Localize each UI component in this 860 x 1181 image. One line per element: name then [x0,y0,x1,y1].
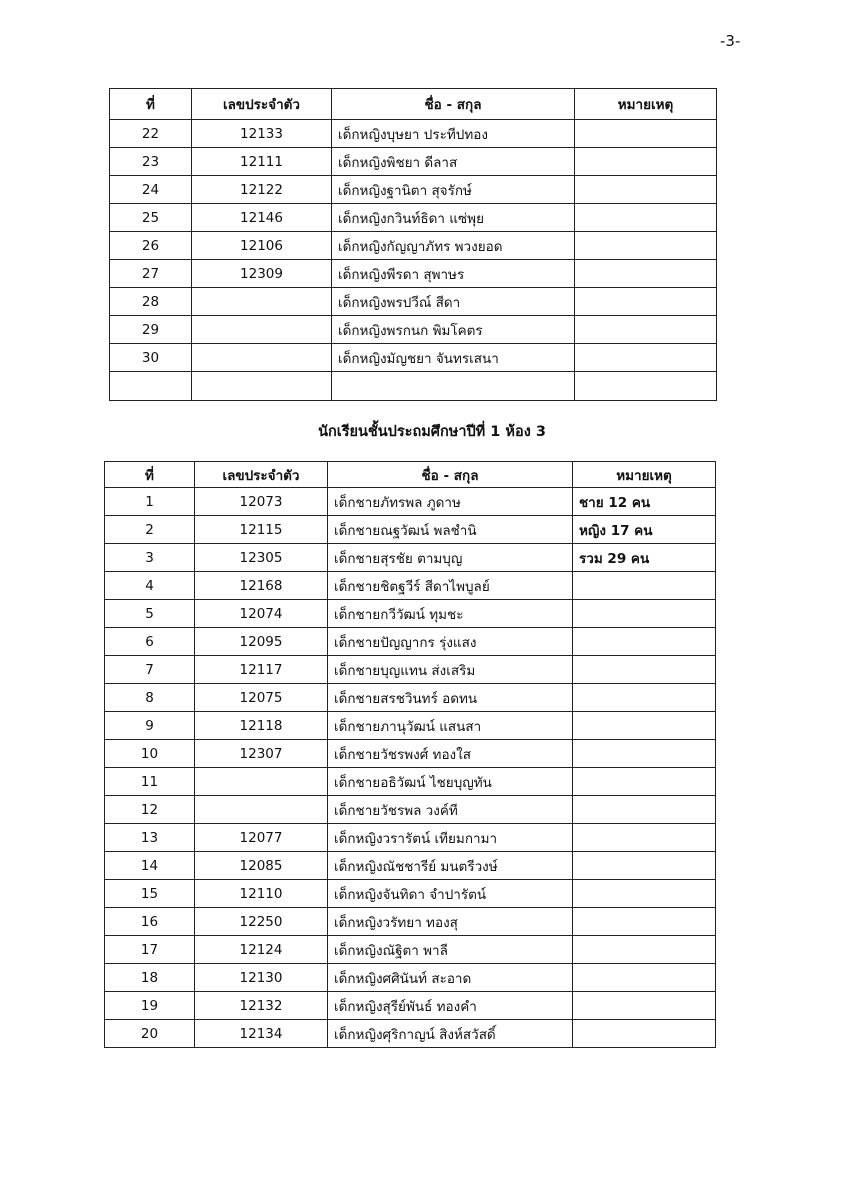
cell-name: เด็กชายภานุวัฒน์ แสนสา [328,712,573,740]
table-row [105,1020,716,1048]
table-row [105,964,716,992]
table-row [110,316,717,344]
cell-remark [575,120,717,148]
cell-number: 1 [105,488,195,516]
cell-student-id: 12309 [192,260,332,288]
cell-number: 16 [105,908,195,936]
cell-name: เด็กชายกวีวัฒน์ ทุมชะ [328,600,573,628]
cell-number: 20 [105,1020,195,1048]
cell-remark [575,232,717,260]
cell-remark [573,628,716,656]
cell-student-id: 12075 [195,684,328,712]
cell-remark [573,936,716,964]
cell-remark [573,796,716,824]
section-heading: นักเรียนชั้นประถมศึกษาปีที่ 1 ห้อง 3 [318,424,546,440]
cell-remark [573,1020,716,1048]
cell-student-id: 12077 [195,824,328,852]
cell-remark [573,712,716,740]
table-row [105,852,716,880]
table-row [105,628,716,656]
cell-number: 7 [105,656,195,684]
cell-number: 22 [110,120,192,148]
cell-remark [575,204,717,232]
cell-student-id: 12073 [195,488,328,516]
cell-remark [575,372,717,401]
cell-name: เด็กหญิงฐานิตา สุจรักษ์ [332,176,575,204]
cell-remark: หญิง 17 คน [573,516,716,544]
header-number: ที่ [110,89,192,120]
cell-name: เด็กชายภัทรพล ภูดาษ [328,488,573,516]
table-row [110,148,717,176]
table-header-row [110,89,717,120]
cell-number: 23 [110,148,192,176]
cell-name [332,372,575,401]
table-row [105,684,716,712]
table-row [105,656,716,684]
cell-student-id: 12115 [195,516,328,544]
cell-number: 29 [110,316,192,344]
cell-remark [573,908,716,936]
cell-student-id: 12074 [195,600,328,628]
cell-name: เด็กหญิงศุริกาญน์ สิงห์สวัสดิ์ [328,1020,573,1048]
cell-remark [573,824,716,852]
student-table-grade1-room3 [104,461,716,1048]
cell-student-id: 12124 [195,936,328,964]
cell-name: เด็กชายวัชรพงศ์ ทองใส [328,740,573,768]
cell-name: เด็กชายสรชวินทร์ อดทน [328,684,573,712]
student-table-continued [109,88,717,401]
cell-name: เด็กชายวัชรพล วงค์ที [328,796,573,824]
cell-name: เด็กหญิงพรกนก พิมโคตร [332,316,575,344]
cell-number: 15 [105,880,195,908]
cell-number: 8 [105,684,195,712]
cell-number: 27 [110,260,192,288]
cell-remark [573,572,716,600]
table-row [105,796,716,824]
table-row [105,740,716,768]
cell-number: 6 [105,628,195,656]
cell-name: เด็กหญิงณัฐิตา พาลี [328,936,573,964]
cell-remark: ชาย 12 คน [573,488,716,516]
cell-name: เด็กหญิงณัชชารีย์ มนตรีวงษ์ [328,852,573,880]
cell-number: 12 [105,796,195,824]
cell-student-id: 12117 [195,656,328,684]
cell-student-id [192,316,332,344]
cell-number: 9 [105,712,195,740]
cell-name: เด็กชายอธิวัฒน์ ไชยบุญทัน [328,768,573,796]
cell-remark [575,344,717,372]
cell-remark [573,684,716,712]
cell-number: 10 [105,740,195,768]
header-name: ชื่อ - สกุล [332,89,575,120]
cell-remark [573,880,716,908]
header-student-id: เลขประจำตัว [195,462,328,488]
table-row [105,488,716,516]
cell-remark: รวม 29 คน [573,544,716,572]
table-header-row [105,462,716,488]
table-row [105,824,716,852]
cell-remark [575,148,717,176]
table-row [110,120,717,148]
cell-remark [573,852,716,880]
cell-number: 14 [105,852,195,880]
cell-number: 26 [110,232,192,260]
cell-number: 18 [105,964,195,992]
cell-remark [575,260,717,288]
table-row [105,908,716,936]
cell-student-id: 12122 [192,176,332,204]
cell-number: 2 [105,516,195,544]
cell-number: 30 [110,344,192,372]
cell-student-id: 12305 [195,544,328,572]
table-row [110,344,717,372]
header-number: ที่ [105,462,195,488]
cell-name: เด็กหญิงพรปวีณ์ สีดา [332,288,575,316]
table-row [105,880,716,908]
cell-name: เด็กหญิงกัญญาภัทร พวงยอด [332,232,575,260]
header-student-id: เลขประจำตัว [192,89,332,120]
cell-name: เด็กหญิงมัญชยา จันทรเสนา [332,344,575,372]
cell-student-id: 12085 [195,852,328,880]
cell-number: 17 [105,936,195,964]
cell-student-id: 12133 [192,120,332,148]
cell-number: 24 [110,176,192,204]
cell-remark [573,656,716,684]
cell-student-id: 12307 [195,740,328,768]
cell-student-id [195,768,328,796]
table-row [110,232,717,260]
table-row [105,516,716,544]
cell-number: 3 [105,544,195,572]
table-row [105,712,716,740]
cell-number: 28 [110,288,192,316]
cell-name: เด็กชายปัญญากร รุ่งแสง [328,628,573,656]
cell-student-id: 12118 [195,712,328,740]
cell-remark [573,768,716,796]
cell-student-id: 12110 [195,880,328,908]
cell-number: 25 [110,204,192,232]
cell-student-id: 12146 [192,204,332,232]
cell-remark [573,964,716,992]
cell-remark [573,740,716,768]
page-number: -3- [720,32,741,50]
cell-student-id [192,344,332,372]
cell-name: เด็กชายสุรชัย ตามบุญ [328,544,573,572]
table-row [110,372,717,401]
cell-remark [575,176,717,204]
cell-student-id [192,372,332,401]
cell-remark [575,288,717,316]
table-row [105,544,716,572]
cell-student-id: 12168 [195,572,328,600]
cell-name: เด็กหญิงพีรดา สุพาษร [332,260,575,288]
cell-number: 4 [105,572,195,600]
cell-student-id [195,796,328,824]
cell-student-id: 12111 [192,148,332,176]
cell-number: 19 [105,992,195,1020]
cell-name: เด็กหญิงบุษยา ประทีปทอง [332,120,575,148]
table-row [105,936,716,964]
cell-name: เด็กชายบุญแทน ส่งเสริม [328,656,573,684]
cell-name: เด็กชายณฐวัฒน์ พลชำนิ [328,516,573,544]
header-remark: หมายเหตุ [573,462,716,488]
table-row [110,204,717,232]
cell-number: 11 [105,768,195,796]
cell-remark [573,600,716,628]
cell-name: เด็กหญิงวรารัตน์ เทียมกามา [328,824,573,852]
cell-name: เด็กหญิงวรัทยา ทองสุ [328,908,573,936]
header-name: ชื่อ - สกุล [328,462,573,488]
table-row [110,260,717,288]
cell-number: 13 [105,824,195,852]
cell-number [110,372,192,401]
cell-name: เด็กหญิงพิชยา ดีลาส [332,148,575,176]
cell-name: เด็กหญิงกวินท์ธิดา แซ่พุย [332,204,575,232]
table-row [105,992,716,1020]
cell-student-id: 12250 [195,908,328,936]
cell-name: เด็กหญิงศศินันท์ สะอาด [328,964,573,992]
table-row [110,176,717,204]
cell-student-id: 12132 [195,992,328,1020]
cell-name: เด็กชายชิตฐวีร์ สีดาไพบูลย์ [328,572,573,600]
cell-name: เด็กหญิงสุรีย์พันธ์ ทองคำ [328,992,573,1020]
table-row [105,572,716,600]
table-row [105,600,716,628]
cell-student-id [192,288,332,316]
header-remark: หมายเหตุ [575,89,717,120]
cell-student-id: 12134 [195,1020,328,1048]
table-row [110,288,717,316]
cell-remark [575,316,717,344]
cell-remark [573,992,716,1020]
cell-number: 5 [105,600,195,628]
cell-name: เด็กหญิงจันทิดา จำปารัตน์ [328,880,573,908]
cell-student-id: 12130 [195,964,328,992]
cell-student-id: 12095 [195,628,328,656]
table-row [105,768,716,796]
cell-student-id: 12106 [192,232,332,260]
